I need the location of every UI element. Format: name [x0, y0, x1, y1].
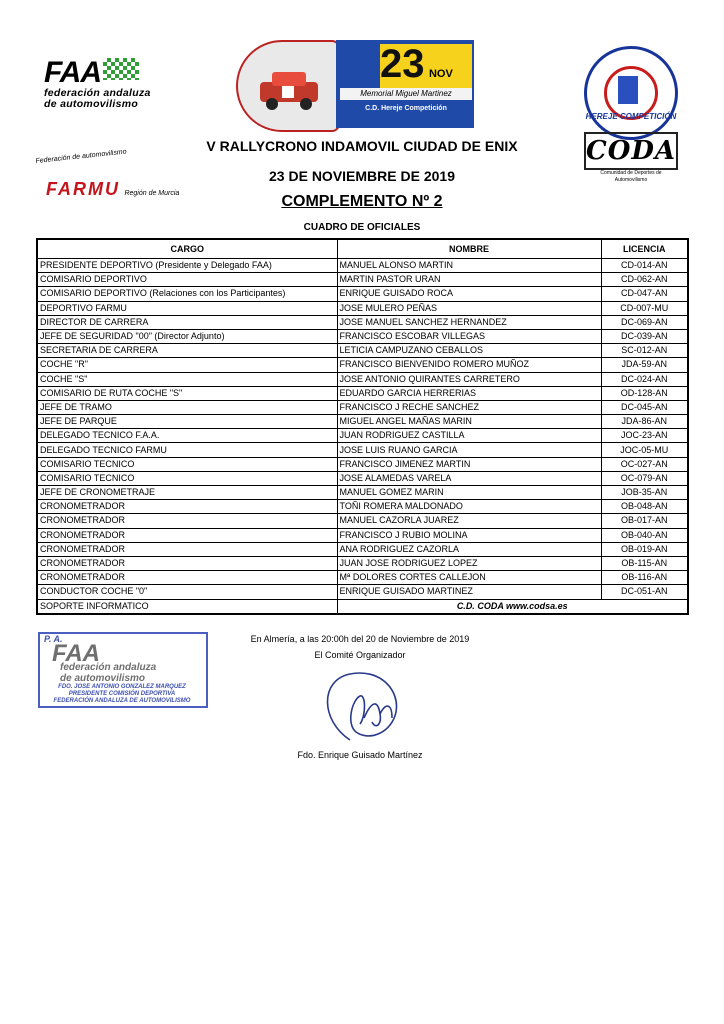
- stamp-line1: federación andaluza: [60, 662, 157, 673]
- cell-licencia: CD-007-MU: [601, 301, 688, 315]
- table-row: [37, 372, 688, 386]
- document-title: COMPLEMENTO Nº 2: [281, 193, 443, 210]
- faa-logo-line2: de automovilismo: [44, 98, 139, 110]
- cell-cargo: JEFE DE PARQUE: [37, 415, 337, 429]
- cell-cargo: SECRETARIA DE CARRERA: [37, 344, 337, 358]
- table-row: [37, 457, 688, 471]
- cell-cargo: JEFE DE CRONOMETRAJE: [37, 486, 337, 500]
- table-row: [37, 571, 688, 585]
- table-row: [37, 528, 688, 542]
- header-cargo: CARGO: [37, 239, 337, 259]
- footer-place-date: En Almería, a las 20:00h del 20 de Noviembre de 2019: [250, 634, 470, 644]
- cell-nombre: JOSE ALAMEDAS VARELA: [337, 471, 601, 485]
- cell-cargo: CRONOMETRADOR: [37, 542, 337, 556]
- cell-soporte-value: C.D. CODA www.codsa.es: [337, 599, 688, 614]
- stamp-pa: P. A.: [44, 634, 63, 644]
- cell-nombre: Mª DOLORES CORTES CALLEJON: [337, 571, 601, 585]
- cell-cargo: JEFE DE TRAMO: [37, 400, 337, 414]
- table-row: [37, 500, 688, 514]
- hereje-shield-icon: [618, 76, 638, 104]
- table-row: [37, 542, 688, 556]
- cell-licencia: OB-115-AN: [601, 556, 688, 570]
- table-row: [37, 273, 688, 287]
- cell-licencia: OD-128-AN: [601, 386, 688, 400]
- event-date: 23 DE NOVIEMBRE DE 2019: [269, 168, 455, 184]
- rally-month: NOV: [428, 68, 453, 80]
- stamp-logo-letters: FAA: [52, 640, 100, 667]
- cell-licencia: JOC-23-AN: [601, 429, 688, 443]
- cell-licencia: OB-116-AN: [601, 571, 688, 585]
- cell-licencia: OC-027-AN: [601, 457, 688, 471]
- cell-licencia: DC-039-AN: [601, 329, 688, 343]
- header-licencia: LICENCIA: [601, 239, 688, 259]
- table-row: [37, 415, 688, 429]
- table-row: [37, 287, 688, 301]
- officials-table: [36, 238, 689, 615]
- signature: [300, 660, 430, 750]
- cell-licencia: CD-047-AN: [601, 287, 688, 301]
- cell-nombre: JOSE ANTONIO QUIRANTES CARRETERO: [337, 372, 601, 386]
- cell-cargo: COMISARIO DEPORTIVO (Relaciones con los Participantes): [37, 287, 337, 301]
- table-row: [37, 259, 688, 273]
- coda-logo-word: CODA: [584, 132, 678, 170]
- coda-logo-sub: Comunidad de Deportes de Automovilismo: [600, 170, 662, 183]
- stamp-signatory: FDO. JOSE ANTONIO GONZALEZ MARQUEZ: [58, 684, 186, 690]
- table-row: [37, 400, 688, 414]
- cell-nombre: ANA RODRIGUEZ CAZORLA: [337, 542, 601, 556]
- table-row: [37, 329, 688, 343]
- cell-cargo: DELEGADO TECNICO FARMU: [37, 443, 337, 457]
- cell-nombre: TOÑI ROMERA MALDONADO: [337, 500, 601, 514]
- table-row: [37, 486, 688, 500]
- cell-cargo: COMISARIO DE RUTA COCHE "S": [37, 386, 337, 400]
- cell-nombre: FRANCISCO ESCOBAR VILLEGAS: [337, 329, 601, 343]
- cell-nombre: MARTIN PASTOR URAN: [337, 273, 601, 287]
- table-row-soporte: [37, 599, 688, 614]
- cell-nombre: EDUARDO GARCIA HERRERIAS: [337, 386, 601, 400]
- cell-licencia: OC-079-AN: [601, 471, 688, 485]
- cell-cargo: CRONOMETRADOR: [37, 556, 337, 570]
- rally-car-badge: [236, 40, 340, 132]
- cell-cargo: DELEGADO TECNICO F.A.A.: [37, 429, 337, 443]
- cell-licencia: OB-017-AN: [601, 514, 688, 528]
- cell-licencia: SC-012-AN: [601, 344, 688, 358]
- cell-nombre: LETICIA CAMPUZANO CEBALLOS: [337, 344, 601, 358]
- stamp-federation: FEDERACIÓN ANDALUZA DE AUTOMOVILISMO: [53, 698, 191, 704]
- table-row: [37, 514, 688, 528]
- faa-logo: [44, 58, 184, 120]
- table-row: [37, 344, 688, 358]
- cell-cargo: SOPORTE INFORMATICO: [37, 599, 337, 614]
- stamp-line2: de automovilismo: [60, 673, 146, 684]
- footer-committee: El Comité Organizador: [314, 650, 406, 660]
- cell-licencia: DC-024-AN: [601, 372, 688, 386]
- cell-nombre: MANUEL CAZORLA JUAREZ: [337, 514, 601, 528]
- cell-nombre: MIGUEL ANGEL MAÑAS MARIN: [337, 415, 601, 429]
- event-title: V RALLYCRONO INDAMOVIL CIUDAD DE ENIX: [206, 138, 518, 154]
- table-header-row: [37, 239, 688, 259]
- faa-logo-line1: federación andaluza: [44, 87, 151, 99]
- cell-licencia: JOB-35-AN: [601, 486, 688, 500]
- section-title: CUADRO DE OFICIALES: [303, 222, 421, 233]
- cell-nombre: FRANCISCO JIMENEZ MARTIN: [337, 457, 601, 471]
- cell-cargo: DEPORTIVO FARMU: [37, 301, 337, 315]
- rally-organizer: C.D. Hereje Competición: [365, 105, 447, 112]
- cell-licencia: DC-045-AN: [601, 400, 688, 414]
- cell-nombre: FRANCISCO BIENVENIDO ROMERO MUÑOZ: [337, 358, 601, 372]
- cell-nombre: MANUEL GOMEZ MARIN: [337, 486, 601, 500]
- stamp-role: PRESIDENTE COMISIÓN DEPORTIVA: [68, 691, 176, 697]
- table-row: [37, 301, 688, 315]
- checkered-flag-icon: [103, 58, 139, 80]
- table-row: [37, 358, 688, 372]
- table-row: [37, 315, 688, 329]
- rally-date-panel: [380, 44, 472, 88]
- cell-nombre: ENRIQUE GUISADO MARTINEZ: [337, 585, 601, 599]
- cell-cargo: JEFE DE SEGURIDAD "00" (Director Adjunto): [37, 329, 337, 343]
- cell-cargo: CONDUCTOR COCHE "0": [37, 585, 337, 599]
- cell-nombre: FRANCISCO J RUBIO MOLINA: [337, 528, 601, 542]
- table-row: [37, 386, 688, 400]
- farmu-logo-word: FARMU: [46, 179, 120, 199]
- faa-logo-letters: FAA: [44, 56, 101, 89]
- cell-cargo: CRONOMETRADOR: [37, 528, 337, 542]
- cell-cargo: CRONOMETRADOR: [37, 571, 337, 585]
- cell-cargo: COMISARIO TECNICO: [37, 471, 337, 485]
- cell-nombre: ENRIQUE GUISADO ROCA: [337, 287, 601, 301]
- hereje-logo-text: HEREJE COMPETICIÓN: [585, 112, 677, 121]
- cell-cargo: CRONOMETRADOR: [37, 514, 337, 528]
- table-row: [37, 443, 688, 457]
- table-row: [37, 429, 688, 443]
- cell-nombre: MANUEL ALONSO MARTIN: [337, 259, 601, 273]
- cell-licencia: JDA-59-AN: [601, 358, 688, 372]
- cell-nombre: FRANCISCO J RECHE SANCHEZ: [337, 400, 601, 414]
- stamp-logo-text: [60, 662, 156, 684]
- table-row: [37, 556, 688, 570]
- cell-cargo: CRONOMETRADOR: [37, 500, 337, 514]
- cell-licencia: JOC-05-MU: [601, 443, 688, 457]
- cell-licencia: CD-014-AN: [601, 259, 688, 273]
- table-row: [37, 471, 688, 485]
- rally-memorial: Memorial Miguel Martinez: [340, 88, 472, 100]
- cell-nombre: JOSE LUIS RUANO GARCIA: [337, 443, 601, 457]
- cell-licencia: OB-019-AN: [601, 542, 688, 556]
- cell-licencia: DC-051-AN: [601, 585, 688, 599]
- rally-car-icon: [238, 42, 338, 130]
- cell-nombre: JUAN JOSE RODRIGUEZ LOPEZ: [337, 556, 601, 570]
- cell-cargo: COCHE "S": [37, 372, 337, 386]
- cell-nombre: JUAN RODRIGUEZ CASTILLA: [337, 429, 601, 443]
- cell-cargo: PRESIDENTE DEPORTIVO (Presidente y Delegado FAA): [37, 259, 337, 273]
- cell-licencia: CD-062-AN: [601, 273, 688, 287]
- cell-licencia: OB-048-AN: [601, 500, 688, 514]
- cell-cargo: COMISARIO TECNICO: [37, 457, 337, 471]
- cell-licencia: DC-069-AN: [601, 315, 688, 329]
- cell-licencia: JDA-86-AN: [601, 415, 688, 429]
- cell-nombre: JOSE MULERO PEÑAS: [337, 301, 601, 315]
- rally-day: 23: [380, 42, 425, 86]
- farmu-logo-region: Región de Murcia: [124, 190, 180, 197]
- cell-cargo: COCHE "R": [37, 358, 337, 372]
- cell-nombre: JOSE MANUEL SANCHEZ HERNANDEZ: [337, 315, 601, 329]
- header-nombre: NOMBRE: [337, 239, 601, 259]
- farmu-logo-fed: Federación de automovilismo: [35, 148, 127, 165]
- table-row: [37, 585, 688, 599]
- cell-cargo: DIRECTOR DE CARRERA: [37, 315, 337, 329]
- cell-cargo: COMISARIO DEPORTIVO: [37, 273, 337, 287]
- cell-licencia: OB-040-AN: [601, 528, 688, 542]
- footer-signed-by: Fdo. Enrique Guisado Martínez: [297, 750, 423, 760]
